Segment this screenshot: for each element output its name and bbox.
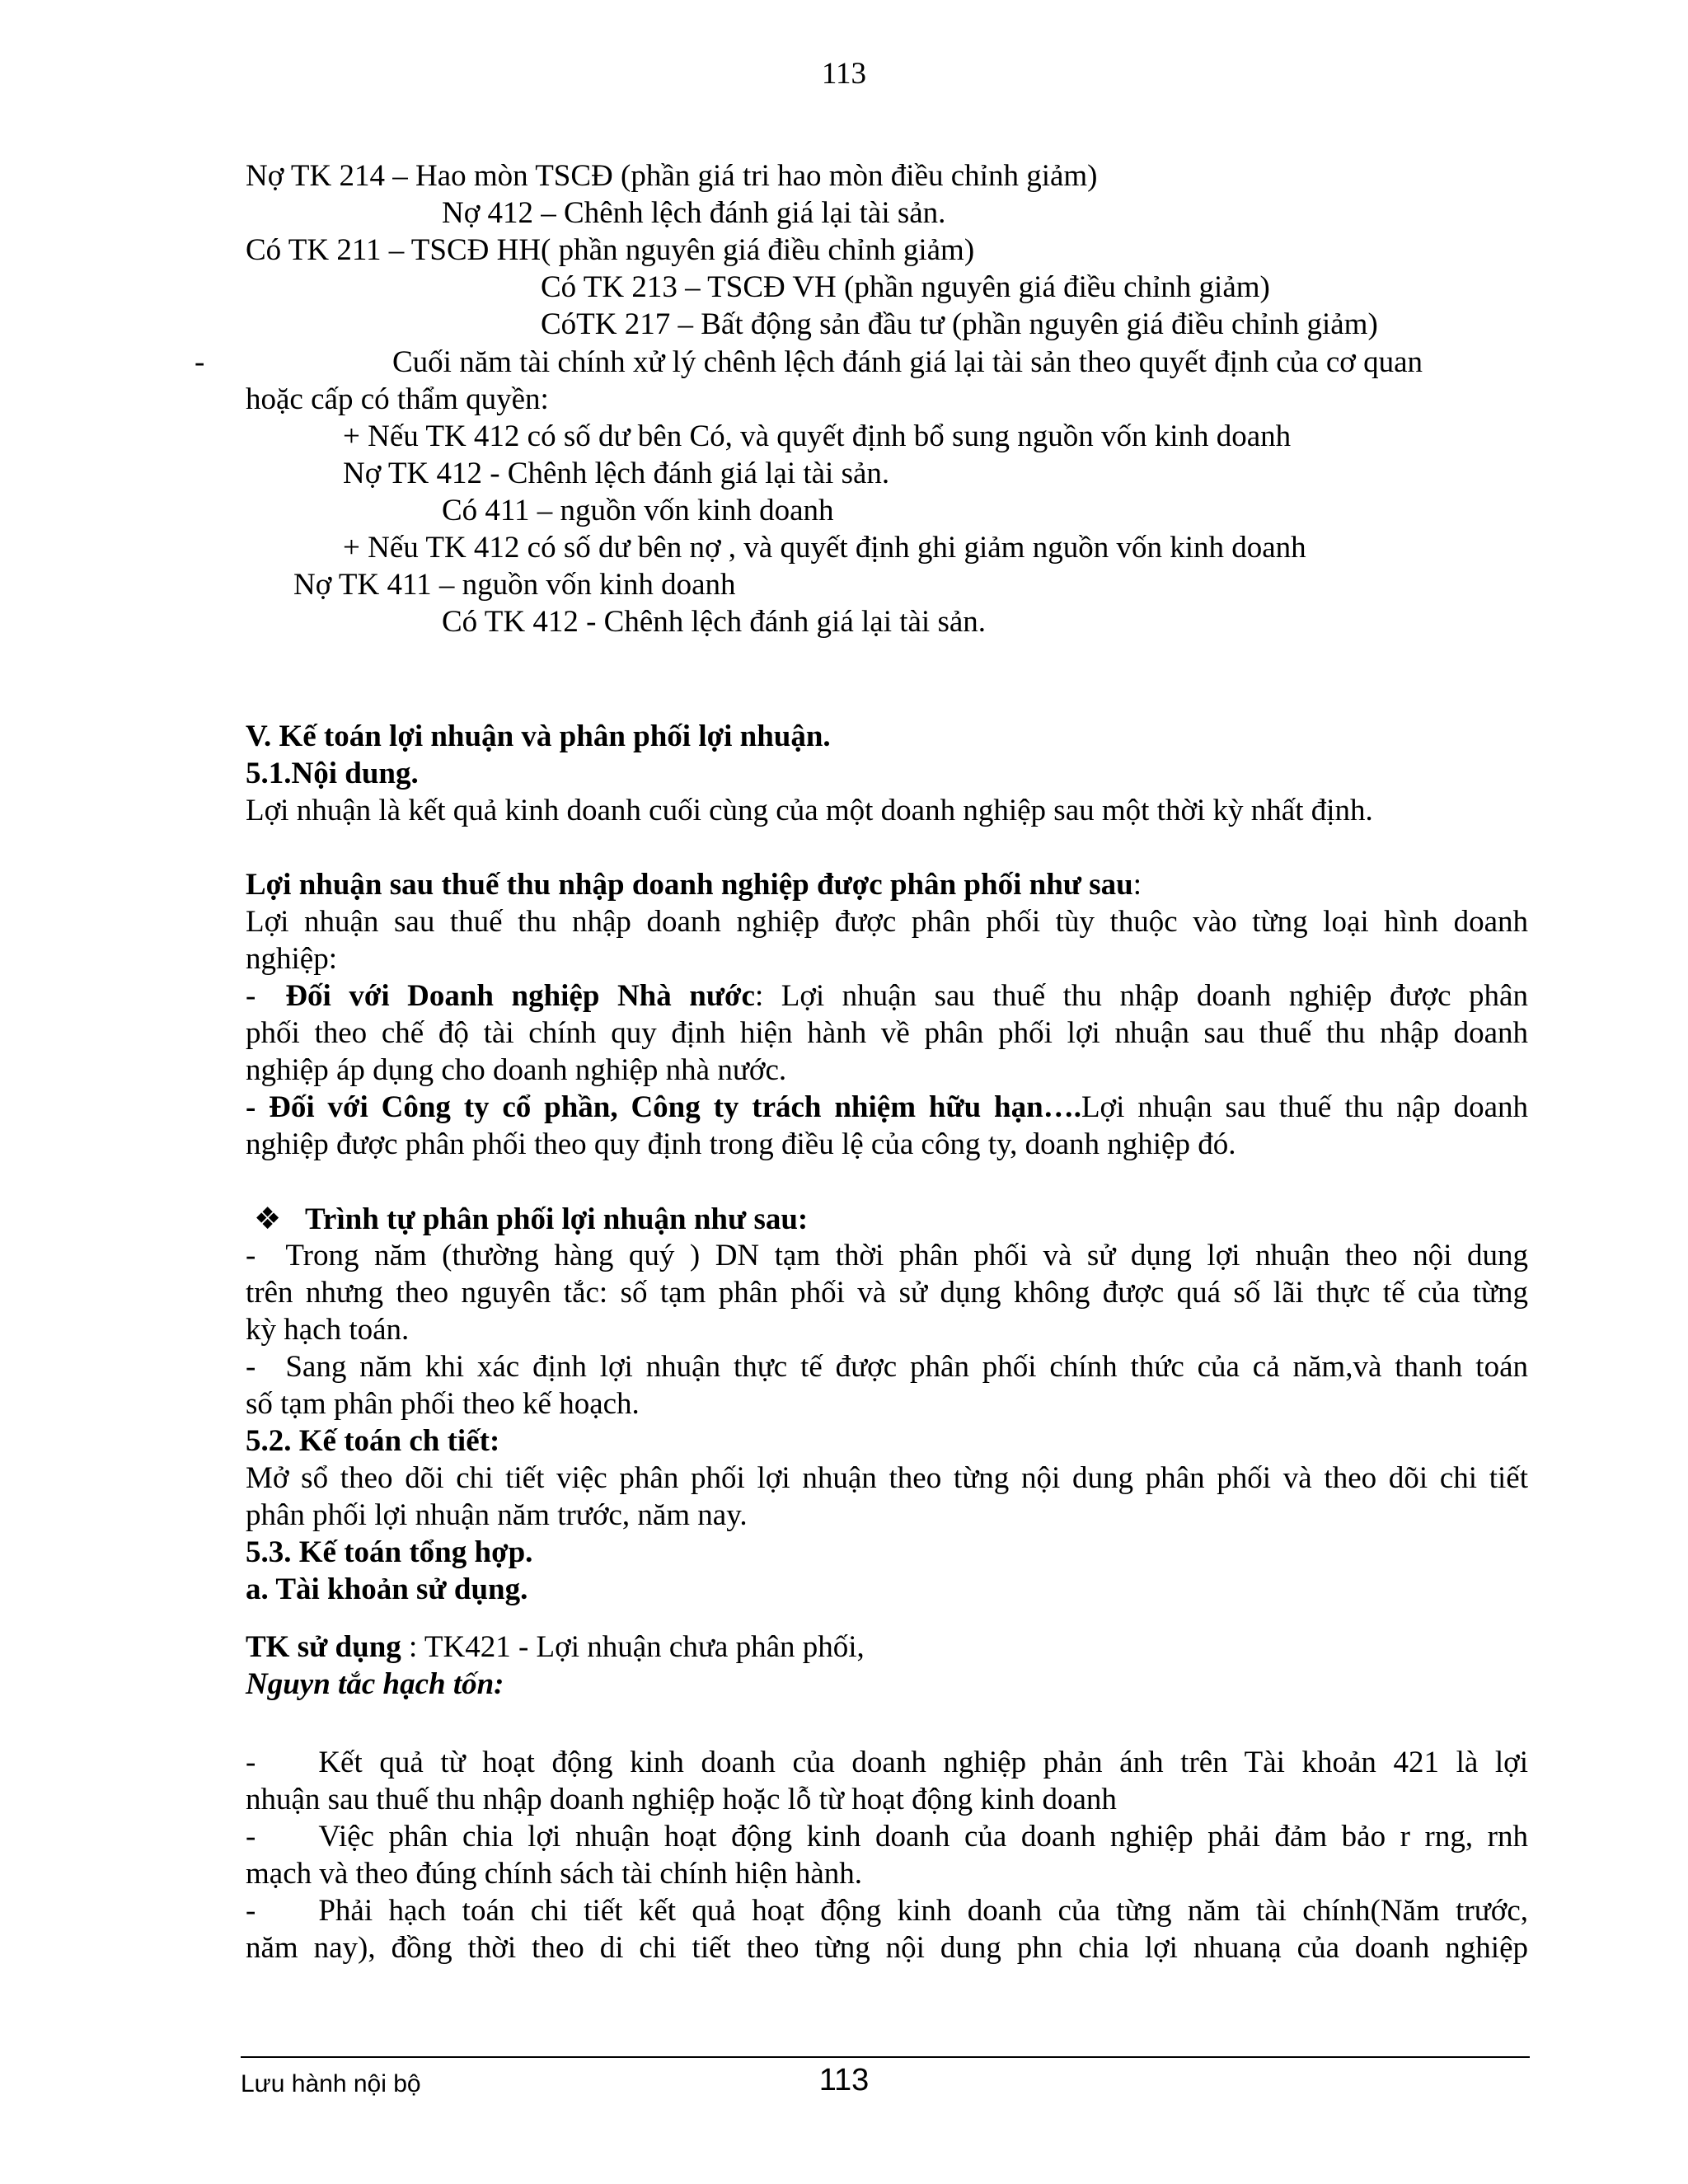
footer-internal-circulation: Lưu hành nội bộ: [241, 2070, 421, 2097]
account-used-label: TK sử dụng: [246, 1630, 401, 1664]
paragraph-seq1-c: kỳ hạch toán.: [246, 1313, 410, 1347]
paragraph-state-enterprise-a: [246, 978, 1528, 1015]
account-used-text: : TK421 - Lợi nhuận chưa phân phối,: [401, 1630, 865, 1664]
line-account-used: [246, 1629, 865, 1666]
paragraph-distribution-a: Lợi nhuận sau thuế thu nhập doanh nghiệp được phân phối tùy thuộc vào từng loại hình doanh: [246, 905, 1528, 939]
heading-5-2: 5.2. Kế toán ch tiết:: [246, 1424, 500, 1458]
paragraph-detail-b: phân phối lợi nhuận năm trước, năm nay.: [246, 1498, 748, 1532]
heading-distribution-text: Lợi nhuận sau thuế thu nhập doanh nghiệp được phân phối như sau: [246, 868, 1133, 902]
seq1-text: Trong năm (thường hàng quý ) DN tạm thời phân phối và sử dụng lợi nhuận theo nội dung: [285, 1239, 1528, 1272]
heading-sequence-text: Trình tự phân phối lợi nhuận như sau:: [305, 1202, 809, 1236]
page-number-top: 113: [821, 57, 867, 91]
line-debit-214: Nợ TK 214 – Hao mòn TSCĐ (phần giá tri hao mòn điều chỉnh giảm): [246, 159, 1098, 193]
paragraph-rule2-b: mạch và theo đúng chính sách tài chính hiện hành.: [246, 1857, 863, 1891]
paragraph-state-enterprise-b: phối theo chế độ tài chính quy định hiện hành về phân phối lợi nhuận sau thuế thu nhập doanh: [246, 1016, 1528, 1050]
line-credit-217: CóTK 217 – Bất động sản đầu tư (phần nguyên giá điều chỉnh giảm): [541, 307, 1378, 341]
line-credit-213: Có TK 213 – TSCĐ VH (phần nguyên giá điều chỉnh giảm): [541, 270, 1270, 304]
heading-distribution-colon: :: [1132, 868, 1142, 902]
footer-page-number: 113: [818, 2063, 870, 2097]
seq2-text: Sang năm khi xác định lợi nhuận thực tế được phân phối chính thức của cả năm,và thanh toán: [285, 1350, 1528, 1384]
footer-divider: [241, 2056, 1530, 2058]
bullet-dash: -: [246, 1820, 256, 1854]
paragraph-rule3-b: năm nay), đồng thời theo di chi tiết theo từng nội dung phn chia lợi nhuanạ của doanh nghiệp: [246, 1931, 1528, 1965]
heading-distribution: [246, 867, 1142, 903]
rule2-text: Việc phân chia lợi nhuận hoạt động kinh doanh của doanh nghiệp phải đảm bảo r rng, rnh: [318, 1820, 1528, 1854]
rule3-text: Phải hạch toán chi tiết kết quả hoạt động kinh doanh của từng năm tài chính(Năm trước,: [318, 1894, 1528, 1928]
heading-5-1: 5.1.Nội dung.: [246, 757, 419, 790]
line-debit-411: Nợ TK 411 – nguồn vốn kinh doanh: [293, 568, 736, 602]
paragraph-profit-definition: Lợi nhuận là kết quả kinh doanh cuối cùng của một doanh nghiệp sau một thời kỳ nhất định.: [246, 794, 1373, 827]
paragraph-seq2-b: số tạm phân phối theo kế hoạch.: [246, 1387, 640, 1421]
bullet-dash: -: [246, 1239, 256, 1272]
heading-sequence: [254, 1201, 808, 1238]
paragraph-seq1-b: trên nhưng theo nguyên tắc: số tạm phân phối và sử dụng không được quá số lãi thực tế của từng: [246, 1276, 1528, 1310]
state-enterprise-text: : Lợi nhuận sau thuế thu nhập doanh nghiệp được phân: [754, 979, 1528, 1013]
paragraph-jsc-a: [246, 1090, 1528, 1126]
rule1-text: Kết quả từ hoạt động kinh doanh của doanh nghiệp phản ánh trên Tài khoản 421 là lợi: [318, 1746, 1528, 1779]
jsc-text: Lợi nhuận sau thuế thu nập doanh: [1081, 1090, 1528, 1124]
line-debit-412: Nợ 412 – Chênh lệch đánh giá lại tài sản.: [442, 196, 946, 230]
paragraph-state-enterprise-c: nghiệp áp dụng cho doanh nghiệp nhà nước.: [246, 1053, 787, 1087]
paragraph-rule1-b: nhuận sau thuế thu nhập doanh nghiệp hoặc lỗ từ hoạt động kinh doanh: [246, 1783, 1117, 1816]
line-year-end: Cuối năm tài chính xử lý chênh lệch đánh giá lại tài sản theo quyết định của cơ quan: [392, 345, 1423, 379]
line-credit-211: Có TK 211 – TSCĐ HH( phần nguyên giá điều chỉnh giảm): [246, 233, 975, 267]
state-enterprise-label: Đối với Doanh nghiệp Nhà nước: [285, 979, 755, 1013]
line-case-credit: + Nếu TK 412 có số dư bên Có, và quyết định bổ sung nguồn vốn kinh doanh: [343, 419, 1292, 453]
diamond-bullet-icon: ❖: [254, 1201, 282, 1236]
bullet-dash: -: [195, 345, 205, 379]
paragraph-rule3-a: [246, 1893, 1528, 1929]
paragraph-seq1-a: [246, 1238, 1528, 1274]
bullet-dash: -: [246, 1894, 256, 1928]
line-debit-412-b: Nợ TK 412 - Chênh lệch đánh giá lại tài sản.: [343, 457, 890, 490]
paragraph-rule2-a: [246, 1819, 1528, 1855]
line-credit-412: Có TK 412 - Chênh lệch đánh giá lại tài sản.: [442, 605, 987, 639]
paragraph-distribution-b: nghiệp:: [246, 942, 337, 976]
line-authority: hoặc cấp có thẩm quyền:: [246, 382, 549, 416]
bullet-dash: -: [246, 1746, 256, 1779]
line-case-debit: + Nếu TK 412 có số dư bên nợ , và quyết định ghi giảm nguồn vốn kinh doanh: [343, 531, 1306, 565]
heading-5-3: 5.3. Kế toán tổng hợp.: [246, 1535, 533, 1569]
paragraph-rule1-a: [246, 1745, 1528, 1781]
heading-section-v: V. Kế toán lợi nhuận và phân phối lợi nhuận.: [246, 719, 831, 753]
line-credit-411: Có 411 – nguồn vốn kinh doanh: [442, 494, 834, 527]
bullet-dash: -: [246, 1350, 256, 1384]
jsc-label: - Đối với Công ty cổ phần, Công ty trách nhiệm hữu hạn….: [246, 1090, 1081, 1124]
heading-a-accounts: a. Tài khoản sử dụng.: [246, 1572, 528, 1606]
heading-principles: Nguyn tắc hạch tốn:: [246, 1667, 504, 1701]
paragraph-seq2-a: [246, 1349, 1528, 1385]
paragraph-jsc-b: nghiệp được phân phối theo quy định trong điều lệ của công ty, doanh nghiệp đó.: [246, 1127, 1236, 1161]
paragraph-detail-a: Mở sổ theo dõi chi tiết việc phân phối lợi nhuận theo từng nội dung phân phối và theo dõi chi tiết: [246, 1461, 1528, 1495]
bullet-dash: -: [246, 979, 256, 1013]
